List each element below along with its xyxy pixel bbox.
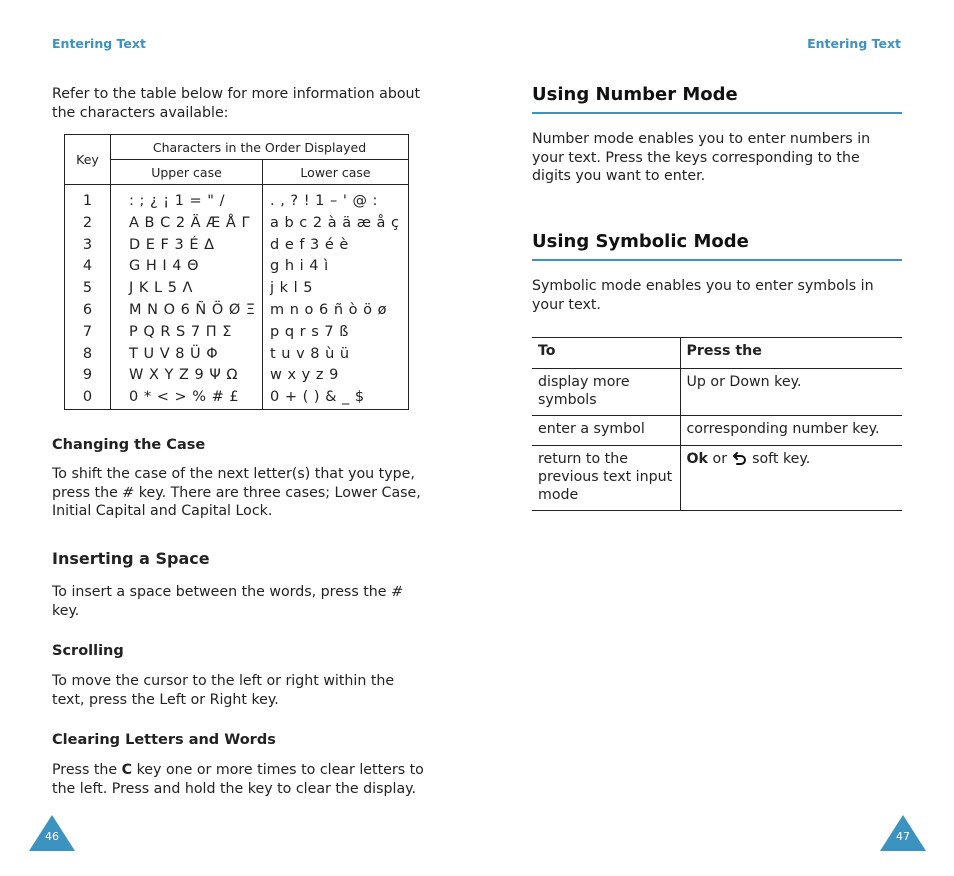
char-table-lower-header: Lower case xyxy=(263,160,409,185)
inserting-space-text-after: key. xyxy=(52,602,80,619)
hash-key-icon: # xyxy=(389,584,405,600)
symbolic-mode-title: Using Symbolic Mode xyxy=(532,231,749,252)
sym-table-cell: corresponding number key. xyxy=(680,416,902,446)
sym-table-press-header: Press the xyxy=(680,338,902,369)
key-cell: 6 xyxy=(82,301,93,318)
number-mode-text: Number mode enables you to enter numbers in your text. Press the keys corresponding to the digits you want to enter. xyxy=(532,131,871,184)
upper-case-cell: W X Y Z 9 Ψ Ω xyxy=(129,367,238,384)
key-cell: 4 xyxy=(82,258,93,275)
character-table xyxy=(64,134,409,410)
clearing-text-after: key one or more times to clear letters to the left. Press and hold the key to clear the display. xyxy=(52,762,424,797)
upper-case-cell: : ; ¿ ¡ 1 = " / xyxy=(129,193,225,209)
char-table-main-header: Characters in the Order Displayed xyxy=(111,135,409,160)
sym-table-cell xyxy=(680,446,902,511)
lower-case-cell: a b c 2 à ä æ å ç xyxy=(270,214,400,231)
lower-case-cell: 0 + ( ) & _ $ xyxy=(270,389,365,406)
page-number-right: 47 xyxy=(896,830,910,843)
upper-case-cell: P Q R S 7 Π Σ xyxy=(129,323,232,340)
upper-case-column xyxy=(111,185,263,410)
upper-case-cell: A B C 2 Ä Æ Å Γ xyxy=(129,214,251,231)
scrolling-text: To move the cursor to the left or right within the text, press the Left or Right key. xyxy=(52,673,395,708)
lower-case-cell: . , ? ! 1 – ' @ : xyxy=(270,193,378,209)
running-header-left: Entering Text xyxy=(52,36,146,51)
sym-table-cell: Up or Down key. xyxy=(680,369,902,416)
intro-text: Refer to the table below for more information about the characters available: xyxy=(52,86,421,121)
sym-table-cell: return to the previous text input mode xyxy=(532,446,680,511)
upper-case-cell: J K L 5 Λ xyxy=(129,280,193,297)
symbolic-mode-rule xyxy=(532,259,902,261)
sym-table-to-header: To xyxy=(532,338,680,369)
ok-key-label: Ok xyxy=(686,451,708,467)
lower-case-cell: j k l 5 xyxy=(270,280,314,297)
number-mode-title: Using Number Mode xyxy=(532,84,738,105)
key-cell: 1 xyxy=(82,193,93,209)
inserting-space-title: Inserting a Space xyxy=(52,549,210,568)
lower-case-cell: d e f 3 é è xyxy=(270,236,349,253)
lower-case-cell: p q r s 7 ß xyxy=(270,323,349,340)
lower-case-cell: w x y z 9 xyxy=(270,367,339,384)
key-cell: 9 xyxy=(82,367,93,384)
changing-case-text-after: key. There are three cases; Lower Case, Initial Capital and Capital Lock. xyxy=(52,484,421,519)
upper-case-cell: G H I 4 Θ xyxy=(129,258,199,275)
symbolic-mode-table xyxy=(532,337,902,511)
lower-case-cell: g h i 4 ì xyxy=(270,258,329,275)
clearing-text-before: Press the xyxy=(52,762,118,778)
key-cell: 3 xyxy=(82,236,93,253)
upper-case-cell: T U V 8 Ü Φ xyxy=(129,345,219,362)
page-number-left: 46 xyxy=(45,830,59,843)
upper-case-cell: 0 * < > % # £ xyxy=(129,389,240,406)
or-text: or xyxy=(712,451,728,467)
symbolic-mode-text: Symbolic mode enables you to enter symbols in your text. xyxy=(532,278,874,313)
inserting-space-text-before: To insert a space between the words, press the xyxy=(52,584,387,600)
hash-key-icon: # xyxy=(121,484,136,501)
upper-case-cell: M N O 6 Ñ Ö Ø Ξ xyxy=(129,301,256,318)
c-key-label: C xyxy=(121,762,133,778)
key-column xyxy=(65,185,111,410)
sym-table-cell: display more symbols xyxy=(532,369,680,416)
inserting-space-text xyxy=(52,583,424,620)
scrolling-title: Scrolling xyxy=(52,643,124,659)
changing-case-title: Changing the Case xyxy=(52,437,206,453)
changing-case-text xyxy=(52,465,424,521)
key-cell: 0 xyxy=(82,389,93,406)
clearing-title: Clearing Letters and Words xyxy=(52,732,276,748)
sym-table-cell: enter a symbol xyxy=(532,416,680,446)
lower-case-cell: t u v 8 ù ü xyxy=(270,345,350,362)
upper-case-cell: D E F 3 É Δ xyxy=(129,236,215,253)
char-table-upper-header: Upper case xyxy=(111,160,263,185)
clearing-text xyxy=(52,761,424,798)
soft-key-text: soft key. xyxy=(752,451,811,467)
lower-case-column xyxy=(263,185,409,410)
key-cell: 5 xyxy=(82,280,93,297)
changing-case-text-before: To shift the case of the next letter(s) that you type, press the xyxy=(52,466,415,501)
key-cell: 7 xyxy=(82,323,93,340)
char-table-key-header: Key xyxy=(65,135,111,185)
running-header-right: Entering Text xyxy=(807,36,901,51)
number-mode-rule xyxy=(532,112,902,114)
key-cell: 2 xyxy=(82,214,93,231)
key-cell: 8 xyxy=(82,345,93,362)
back-arrow-icon xyxy=(732,450,748,471)
lower-case-cell: m n o 6 ñ ò ö ø xyxy=(270,301,387,318)
